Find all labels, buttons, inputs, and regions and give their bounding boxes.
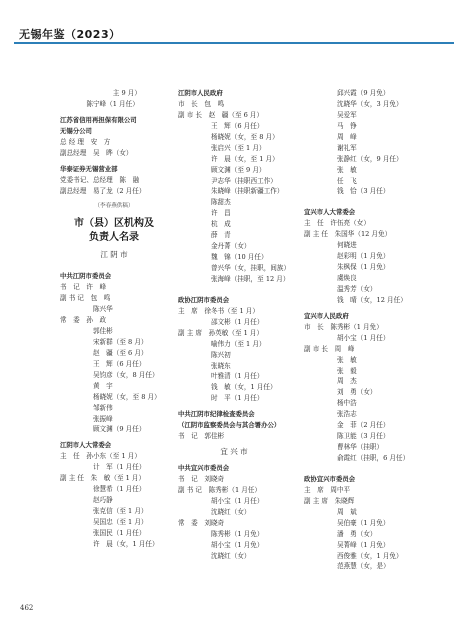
yearbook-header-title: 无锡年鉴（2023） (19, 28, 121, 41)
section-heading: 江阴市人民政府 (178, 89, 223, 97)
entry-line (304, 197, 444, 207)
entry-line: 尹志华（挂职西工作） (178, 176, 277, 185)
entry-line: 主 9 月） (60, 89, 141, 97)
entry-line: 杭 成 (178, 220, 231, 229)
entry-line: 赵巧静 (60, 496, 113, 505)
entry-line: 郭佳彬 (60, 327, 113, 335)
section-heading: 宜兴市人民政府 (304, 311, 349, 320)
entry-line: 张浩志 (304, 410, 357, 419)
entry-line: 胡小宝（1 月任） (178, 496, 264, 505)
entry-line (60, 261, 168, 271)
column-middle (178, 88, 290, 561)
entry-line: 薛 青 (178, 231, 231, 240)
entry-line: 杨晓妮（女，至 8 月） (178, 132, 279, 141)
entry-line: 许 晨（女，至 1 月） (178, 154, 279, 163)
entry-line: 马 铮 (304, 121, 357, 130)
section-heading: 中共江阴市委员会 (60, 272, 112, 281)
entry-line: 谢礼军 (304, 143, 357, 152)
entry-line: 吴菁峰（1 月免） (304, 540, 390, 549)
entry-line: 张启兴（至 1 月） (178, 143, 266, 152)
entry-line: 吴国忠（至 1 月） (60, 517, 148, 526)
header-rule (14, 42, 454, 44)
entry-line: 赵 疆（至 6 月） (60, 348, 148, 357)
entry-line: 书 记 刘晓奇 (178, 474, 225, 483)
entry-line: 周 峰 (304, 132, 357, 141)
entry-line: 喻伟力（至 1 月） (178, 339, 266, 348)
entry-line: 副 主 任 朱国华（12 月免） (304, 230, 392, 239)
entry-line: 主 任 孙小东（至 1 月） (60, 452, 141, 461)
entry-line: 虞焕良 (304, 274, 357, 282)
entry-line: 总 经 理 安 方 (60, 137, 111, 146)
entry-line: 范燕慧（女，是） (304, 562, 390, 571)
entry-line: 任 飞 (304, 176, 357, 185)
entry-line: 金丹菁（女） (178, 242, 251, 251)
entry-line: 陈卫能（3 月任） (304, 432, 390, 441)
entry-line: 王 辉（6 月任） (60, 359, 146, 368)
entry-line: 张晓东 (178, 361, 231, 370)
entry-line (304, 464, 444, 474)
entry-line: 沈晓红（女） (178, 507, 251, 516)
entry-line: 副 书 记 陈秀彬（1 月任） (178, 485, 262, 494)
entry-line: 计 军（1 月任） (60, 463, 146, 472)
entry-line: 张海峰（挂职，至 12 月） (178, 274, 290, 283)
section-heading: 政协江阴市委员会 (178, 295, 230, 304)
chapter-title: 市（县）区机构及 (74, 218, 154, 230)
entry-line: 副 市 长 周 峰 (304, 344, 355, 353)
entry-line: 潘 勇（女） (304, 529, 377, 538)
entry-line: 书 记 郭佳彬 (178, 432, 225, 441)
column-right (304, 88, 444, 572)
entry-line: 王 辉（6 月任） (178, 121, 264, 130)
section-heading: （江阴市监察委员会与其合署办公） (178, 421, 281, 430)
section-heading: 江阴市人大常委会 (60, 441, 112, 450)
entry-line: 邵文彬（1 月任） (178, 317, 264, 326)
section-heading: 中共宜兴市委员会 (178, 464, 230, 472)
entry-line: 徐慧希（1 月任） (60, 485, 146, 494)
entry-line: 陈兴华 (60, 305, 113, 314)
entry-line: 市 长 包 鸣 (178, 99, 225, 108)
entry-line: 杨晓妮（女，至 8 月） (60, 392, 161, 401)
entry-line: 西俊雅（女，1 月免） (304, 551, 403, 560)
entry-line: 朱枫保（1 月免） (304, 263, 390, 272)
page-number: 462 (20, 604, 34, 612)
entry-line: 陈兴初 (178, 350, 231, 359)
entry-line: 杨中浩 (304, 399, 357, 408)
entry-line: 沈晓华（女，3 月免） (304, 99, 403, 108)
entry-line: 党委书记、总经理 陈 融 (60, 175, 140, 184)
city-heading: 宜 兴 市 (220, 447, 248, 457)
chapter-title: 负责人名录 (89, 232, 139, 244)
section-heading: 宜兴市人大常委会 (304, 208, 356, 217)
entry-line: 邱兴霞（9 月免） (304, 89, 390, 97)
entry-line: 顾文渊（至 9 月） (178, 165, 266, 174)
entry-line: 张克信（至 1 月） (60, 507, 148, 515)
entry-line: 主 任 许伍亮（女） (304, 219, 370, 228)
entry-line: 副 书 记 包 鸣 (60, 294, 111, 303)
entry-line: 市 长 陈秀彬（1 月免） (304, 322, 383, 331)
entry-line: 时 平（1 月任） (178, 394, 264, 403)
entry-line: 温秀芳（女） (304, 284, 377, 293)
entry-line: 张 敏 (304, 165, 357, 174)
section-heading: 无锡分公司 (60, 126, 92, 135)
entry-line: 常 委 孙 政 (60, 316, 107, 325)
entry-line: 邹新伟 (60, 403, 113, 412)
section-heading: 中共江阴市纪律检查委员会 (178, 410, 255, 419)
entry-line: 主 席 徐冬书（至 1 月） (178, 306, 259, 315)
section-heading: 政协宜兴市委员会 (304, 474, 356, 483)
entry-line: 许 晨（女，1 月任） (60, 539, 159, 548)
entry-line: 魏 锦（10 月任） (178, 253, 268, 262)
entry-line: 副 主 席 孙英敏（至 1 月） (178, 328, 264, 337)
section-heading: 华泰证券无锡营业部 (60, 164, 118, 173)
entry-line: 曾兴华（女，挂职，间族） (178, 264, 291, 272)
entry-line: 金 菲（2 月任） (304, 421, 390, 430)
entry-line: 赵彩明（1 月免） (304, 252, 390, 261)
entry-line: 副 主 席 朱晓辉 (304, 496, 355, 505)
entry-line: 陈甜杰 (178, 198, 231, 207)
entry-line: 钱 敏（女，1 月任） (178, 383, 277, 392)
entry-line: 曹林华（挂职） (304, 443, 384, 452)
entry-line: 叶雅清（1 月任） (178, 372, 264, 381)
entry-line: 何晓进 (304, 241, 357, 250)
entry-line: 陈宁峰（1 月任） (60, 99, 139, 108)
entry-line: 朱晓峰（挂职新疆工作） (178, 187, 284, 196)
entry-line: 副总经理 吴 晔（女） (60, 148, 133, 157)
entry-line: 张振峰 (60, 414, 113, 423)
entry-line: 钱 晴（女，12 月任） (304, 295, 407, 304)
entry-line: 吴爱军 (304, 110, 357, 119)
entry-line: 周 杰 (304, 377, 357, 386)
entry-line: 陈秀彬（1 月免） (178, 529, 264, 538)
entry-line: 胡小宝（1 月任） (304, 333, 390, 342)
entry-line: 张 毅 (304, 366, 357, 375)
entry-line: 顾文渊（9 月任） (60, 425, 146, 434)
entry-line: 刘 勇（女） (304, 388, 377, 397)
entry-line: 吴伯豪（1 月免） (304, 518, 390, 527)
entry-line: （李春燕供稿） (94, 203, 134, 210)
entry-line: 常 委 刘晓奇 (178, 518, 225, 527)
entry-line: 副 市 长 赵 疆（至 6 月） (178, 110, 264, 119)
column-left (60, 88, 168, 550)
entry-line: 胡小宝（1 月免） (178, 540, 264, 549)
entry-line: 张国民（1 月任） (60, 528, 146, 537)
city-heading: 江 阴 市 (100, 250, 128, 260)
entry-line: 许 昌 (178, 209, 231, 218)
entry-line: 宋新群（至 8 月） (60, 337, 148, 346)
entry-line: 张 敏 (304, 355, 357, 364)
entry-line: 黄 宇 (60, 381, 113, 390)
entry-line: 周 斌 (304, 507, 357, 516)
entry-line: 主 席 周中平 (304, 485, 351, 494)
entry-line: 沈晓红（女） (178, 551, 251, 560)
entry-line: 张静红（女，9 月任） (304, 154, 403, 163)
entry-line: 吴钧彦（女，8 月任） (60, 370, 159, 379)
entry-line: 副总经理 易了龙（2 月任） (60, 186, 146, 195)
entry-line: 钱 恰（3 月任） (304, 187, 390, 196)
entry-line (178, 285, 290, 295)
entry-line: 副 主 任 朱 敏（至 1 月） (60, 474, 146, 483)
entry-line: 书 记 许 峰 (60, 283, 107, 292)
section-heading: 江苏省信用再担保有限公司 (60, 115, 137, 124)
entry-line: 俞霞红（挂职，6 月任） (304, 454, 410, 462)
